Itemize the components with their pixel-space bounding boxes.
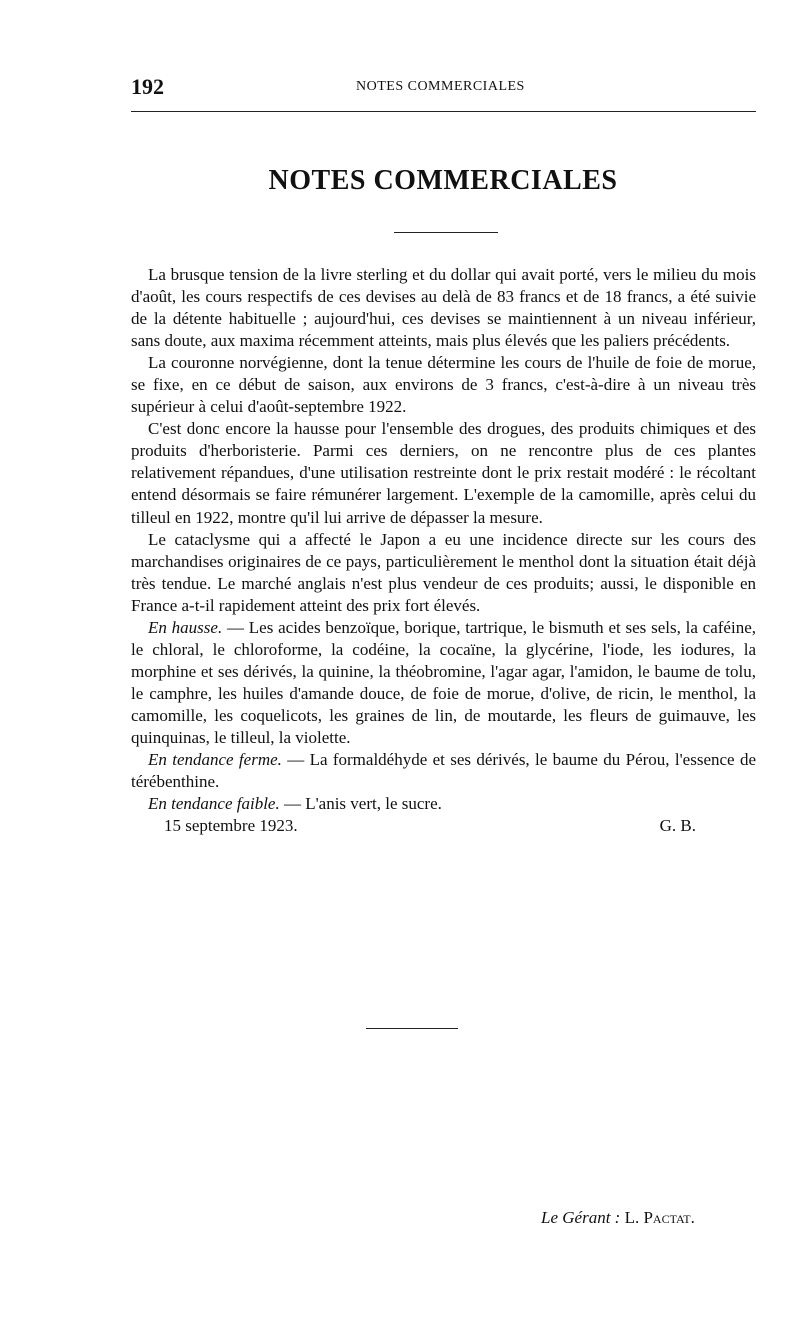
market-section-ferme (131, 749, 756, 793)
signature-initials: G. B. (659, 816, 696, 836)
signature-line (131, 815, 756, 837)
title-rule (394, 232, 498, 233)
market-section-hausse (131, 617, 756, 749)
section-text: — L'anis vert, le sucre. (279, 794, 442, 814)
signature-date: 15 septembre 1923. (164, 816, 298, 836)
paragraph: C'est donc encore la hausse pour l'ensemble des drogues, des produits chimiques et des produits d'herboristerie. Parmi ces derniers, on ne rencontre plus de ces plantes relativement répandues, d'une utilisation restreinte dont le prix restait modéré : le récoltant entend désormais se faire rémunérer largement. L'exemple de la camomille, après celui du tilleul en 1922, montre qu'il lui arrive de dépasser la mesure. (131, 419, 756, 527)
section-label: En tendance ferme. (148, 750, 282, 770)
end-rule (366, 1028, 458, 1029)
gerant-line (541, 1208, 695, 1228)
paragraph: La brusque tension de la livre sterling et du dollar qui avait porté, vers le milieu du mois d'août, les cours respectifs de ces devises au delà de 83 francs et de 18 francs, a été suivie de la détente habituelle ; aujourd'hui, ces devises se maintiennent à un niveau inférieur, sans doute, aux maxima récemment atteints, mais plus élevés que les paliers précédents. (131, 265, 756, 351)
paragraph: La couronne norvégienne, dont la tenue détermine les cours de l'huile de foie de morue, se fixe, en ce début de saison, aux environs de 3 francs, c'est-à-dire à un niveau très supérieur à celui d'août-septembre 1922. (131, 353, 756, 417)
page-number: 192 (131, 74, 164, 99)
article-body (131, 264, 756, 837)
article-title: NOTES COMMERCIALES (268, 165, 618, 196)
running-head: NOTES COMMERCIALES (356, 79, 525, 94)
section-label: En tendance faible. (148, 794, 280, 814)
section-label: En hausse. (148, 617, 223, 637)
gerant-label: Le Gérant : (541, 1208, 621, 1227)
section-text: — La formaldéhyde et ses dérivés, le baume du Pérou, l'essence de térébenthine. (131, 750, 756, 792)
header-rule (131, 111, 756, 112)
section-text: — Les acides benzoïque, borique, tartrique, le bismuth et ses sels, la caféine, le chloral, le chloroforme, la codéine, la cocaïne, la glycérine, l'iode, les iodures, la morphine et ses dérivés, la quinine, la théobromine, l'agar agar, l'amidon, le baume de tolu, le camphre, les huiles d'amande douce, de foie de morue, d'olive, de ricin, le menthol, la camomille, les coquelicots, les graines de lin, de moutarde, les fleurs de guimauve, les quinquinas, le tilleul, la violette. (131, 617, 756, 747)
gerant-name: L. Pactat. (624, 1208, 695, 1227)
market-section-faible (131, 793, 756, 815)
paragraph: Le cataclysme qui a affecté le Japon a eu une incidence directe sur les cours des marchandises originaires de ce pays, particulièrement le menthol dont la situation était déjà très tendue. Le marché anglais n'est plus vendeur de ces produits; aussi, le disponible en France a-t-il rapidement atteint des prix fort élevés. (131, 529, 756, 615)
